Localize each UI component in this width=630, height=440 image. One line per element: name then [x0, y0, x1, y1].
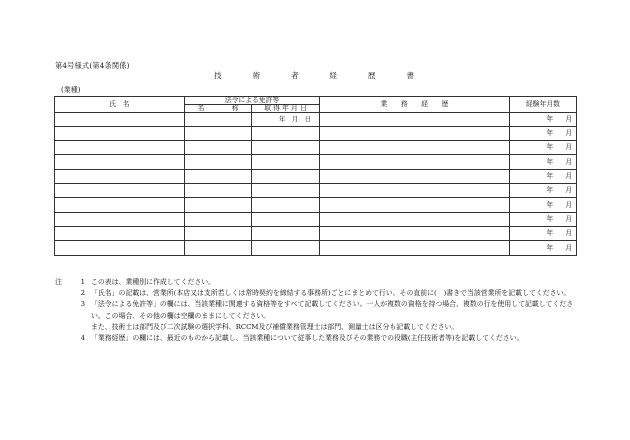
license-date-cell[interactable] — [252, 212, 320, 226]
years-months — [510, 144, 576, 151]
years-cell[interactable] — [510, 212, 577, 226]
career-cell[interactable] — [320, 141, 510, 155]
header-name: 氏 名 — [55, 97, 185, 113]
title-char: 歴 — [367, 71, 376, 80]
table-row — [55, 198, 577, 212]
license-date-cell[interactable] — [252, 241, 320, 255]
years-months — [510, 230, 576, 237]
year-label: 年 — [546, 114, 554, 123]
note-prefix — [55, 288, 65, 299]
license-date-cell[interactable] — [252, 184, 320, 198]
years-cell[interactable] — [510, 169, 577, 183]
year-label: 年 — [546, 129, 554, 138]
table-row — [55, 112, 577, 126]
month-label: 月 — [565, 243, 572, 252]
year-label: 年 — [546, 186, 554, 195]
career-table — [54, 96, 577, 256]
name-cell[interactable] — [55, 141, 185, 155]
note-text: 「業務経歴」の欄には、最近のものから記載し、当該業種について従事した業務及びその業務での役職(主任技術者等)を記載してください。 — [91, 334, 524, 343]
note-item — [55, 299, 575, 321]
year-label: 年 — [546, 172, 554, 181]
license-name-cell[interactable] — [185, 169, 252, 183]
year-label: 年 — [546, 243, 554, 252]
license-name-cell[interactable] — [185, 126, 252, 140]
license-name-cell[interactable] — [185, 226, 252, 240]
title-char: 術 — [252, 71, 261, 80]
month-label: 月 — [565, 214, 572, 223]
license-date-cell[interactable] — [252, 226, 320, 240]
year-label: 年 — [546, 200, 554, 209]
header-license-name: 名 称 — [185, 104, 252, 112]
years-cell[interactable] — [510, 226, 577, 240]
month-label: 月 — [565, 186, 572, 195]
month-label: 月 — [565, 143, 572, 152]
years-cell[interactable] — [510, 155, 577, 169]
note-prefix — [55, 333, 65, 344]
document-title — [214, 70, 414, 81]
table-row — [55, 212, 577, 226]
table-row — [55, 169, 577, 183]
license-date-cell[interactable] — [252, 198, 320, 212]
career-cell[interactable] — [320, 155, 510, 169]
note-number: 3 — [80, 300, 85, 309]
years-cell[interactable] — [510, 241, 577, 255]
career-cell[interactable] — [320, 226, 510, 240]
note-prefix: 注 — [55, 278, 62, 286]
year-label: 年 — [546, 229, 554, 238]
month-label: 月 — [565, 200, 572, 209]
license-date-cell[interactable] — [252, 126, 320, 140]
note-number: 4 — [80, 334, 85, 343]
year-label: 年 — [546, 157, 554, 166]
year-label: 年 — [546, 143, 554, 152]
years-months — [510, 202, 576, 209]
note-item — [55, 288, 575, 299]
note-number: 1 — [80, 278, 85, 286]
license-date-cell[interactable] — [252, 169, 320, 183]
table-row — [55, 226, 577, 240]
note-text: 「法令による免許等」の欄には、当該業種に関連する資格等をすべて記載してください。一人が複数の資格を持つ場合、複数の行を使用して記載してください。この場合、その他の欄は空欄のままにしてください。 — [91, 300, 574, 320]
name-cell[interactable] — [55, 112, 185, 126]
years-months — [510, 130, 576, 137]
name-cell[interactable] — [55, 184, 185, 198]
career-cell[interactable] — [320, 112, 510, 126]
license-date-cell[interactable] — [252, 155, 320, 169]
career-cell[interactable] — [320, 126, 510, 140]
table-row — [55, 126, 577, 140]
header-license-group: 法令による免許等 — [185, 97, 320, 105]
name-cell[interactable] — [55, 198, 185, 212]
name-cell[interactable] — [55, 169, 185, 183]
name-cell[interactable] — [55, 126, 185, 140]
license-date-cell[interactable] — [252, 112, 320, 126]
name-cell[interactable] — [55, 226, 185, 240]
title-char: 技 — [214, 71, 222, 80]
title-char: 者 — [290, 71, 299, 80]
month-label: 月 — [565, 129, 572, 138]
license-date-ymd: 年 月 日 — [279, 115, 311, 124]
table-row — [55, 155, 577, 169]
title-char: 経 — [329, 71, 337, 80]
license-name-cell[interactable] — [185, 241, 252, 255]
license-name-cell[interactable] — [185, 112, 252, 126]
years-months — [510, 245, 576, 252]
name-cell[interactable] — [55, 241, 185, 255]
note-text: この表は、業種別に作成してください。 — [91, 278, 216, 286]
license-name-cell[interactable] — [185, 212, 252, 226]
career-cell[interactable] — [320, 169, 510, 183]
years-months — [510, 216, 576, 223]
table-row — [55, 241, 577, 255]
years-months — [510, 116, 576, 123]
license-name-cell[interactable] — [185, 141, 252, 155]
header-license-date: 取 得 年 月 日 — [252, 104, 320, 112]
years-cell[interactable] — [510, 141, 577, 155]
career-cell[interactable] — [320, 212, 510, 226]
note-item — [55, 277, 575, 288]
note-number: 2 — [80, 289, 85, 298]
license-name-cell[interactable] — [185, 198, 252, 212]
years-cell[interactable] — [510, 198, 577, 212]
month-label: 月 — [565, 172, 572, 181]
year-label: 年 — [546, 214, 554, 223]
years-months — [510, 159, 576, 166]
table-row — [55, 184, 577, 198]
years-months — [510, 187, 576, 194]
gyoshu-label: (業種) — [61, 86, 81, 94]
years-cell[interactable] — [510, 112, 577, 126]
note-text: 「氏名」の記載は、営業所(本店又は支所若しくは常時契約を締結する事務所)ごとにまとめて行い、その直前に( )書きで当該営業所を記載してください。 — [91, 289, 571, 298]
years-cell[interactable] — [510, 184, 577, 198]
name-cell[interactable] — [55, 155, 185, 169]
header-years: 経験年月数 — [510, 97, 577, 113]
years-cell[interactable] — [510, 126, 577, 140]
years-months — [510, 173, 576, 180]
table-row — [55, 141, 577, 155]
note-prefix — [55, 299, 65, 321]
career-cell[interactable] — [320, 198, 510, 212]
form-number: 第4号様式(第4条関係) — [55, 61, 130, 70]
career-cell[interactable] — [320, 184, 510, 198]
license-name-cell[interactable] — [185, 184, 252, 198]
notes-section — [55, 277, 575, 344]
note-item — [55, 333, 575, 344]
month-label: 月 — [565, 114, 572, 123]
career-cell[interactable] — [320, 241, 510, 255]
month-label: 月 — [565, 229, 572, 238]
note-prefix — [55, 322, 65, 333]
title-char: 書 — [406, 71, 414, 80]
name-cell[interactable] — [55, 212, 185, 226]
note-text: また、技術士は部門及び二次試験の選択学科、RCCM及び補償業務管理士は部門、測量士は区分も記載してください。 — [91, 322, 459, 331]
header-career: 業 務 経 歴 — [320, 97, 510, 113]
note-item — [55, 322, 575, 333]
license-name-cell[interactable] — [185, 155, 252, 169]
license-date-cell[interactable] — [252, 141, 320, 155]
month-label: 月 — [565, 157, 572, 166]
